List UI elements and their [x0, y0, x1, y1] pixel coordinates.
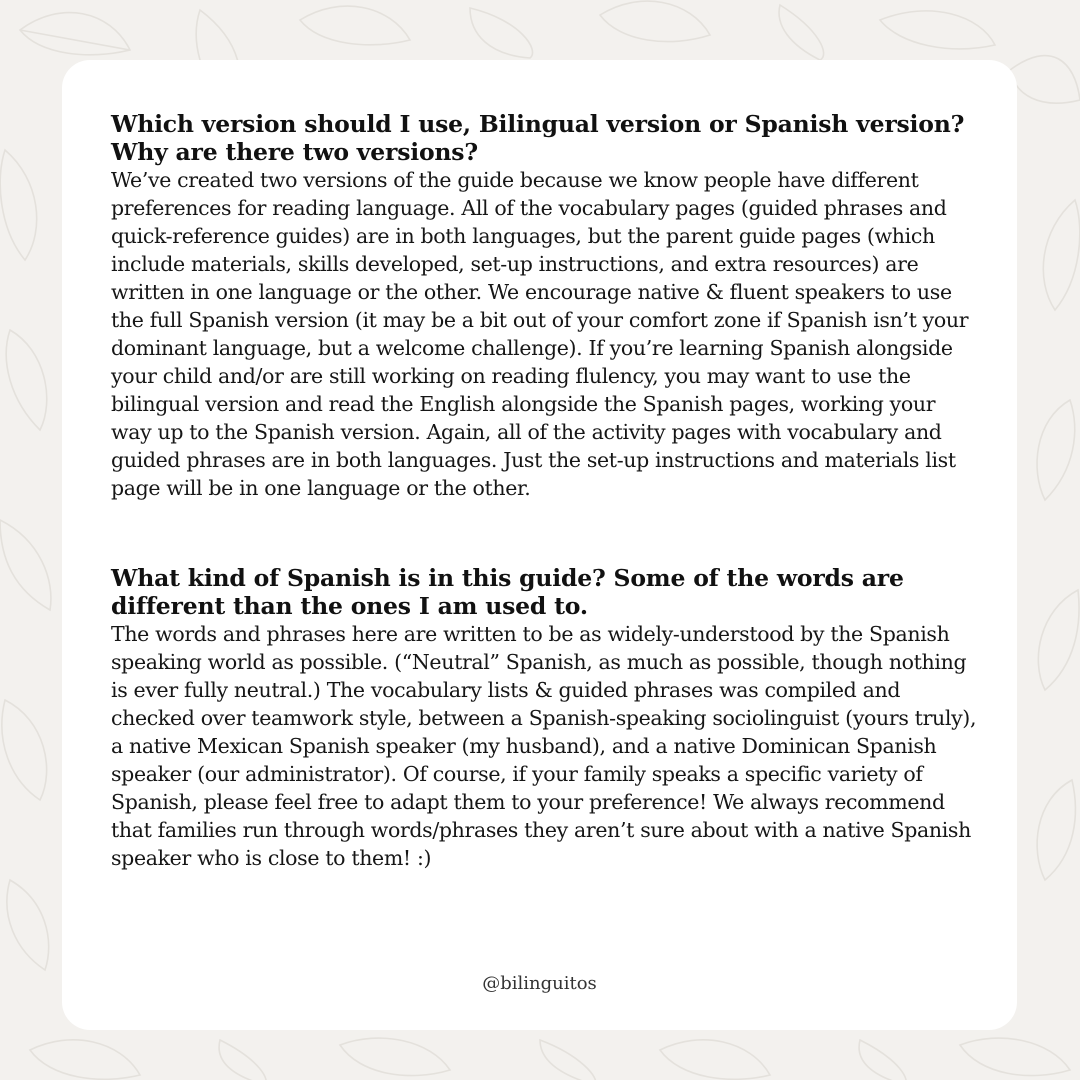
faq-answer: We’ve created two versions of the guide because we know people have different preferences for reading language. All of the vocabulary pages (guided phrases and quick-reference guides) are in both languages, but the parent guide pages (which include materials, skills developed, set-up instructions, and extra resources) are written in one language or the other. We encourage native & fluent speakers to use the full Spanish version (it may be a bit out of your comfort zone if Spanish isn’t your dominant language, but a welcome challenge). If you’re learning Spanish alongside your child and/or are still working on reading flulency, you may want to use the bilingual version and read the English alongside the Spanish pages, working your way up to the Spanish version. Again, all of the activity pages with vocabulary and guided phrases are in both languages. Just the set-up instructions and materials list page will be in one language or the other. — [111, 168, 969, 500]
faq-question: Which version should I use, Bilingual version or Spanish version? Why are there two versions? — [111, 110, 965, 166]
faq-question: What kind of Spanish is in this guide? Some of the words are different than the ones I am used to. — [111, 564, 904, 620]
faq-item-spanish-variety — [111, 564, 981, 872]
content-card — [62, 60, 1017, 1030]
social-handle: @bilinguitos — [482, 973, 597, 994]
faq-item-versions — [111, 110, 981, 502]
faq-answer: The words and phrases here are written to be as widely-understood by the Spanish speaking world as possible. (“Neutral” Spanish, as much as possible, though nothing is ever fully neutral.) The vocabulary lists & guided phrases was compiled and checked over teamwork style, between a Spanish-speaking sociolinguist (yours truly), a native Mexican Spanish speaker (my husband), and a native Dominican Spanish speaker (our administrator). Of course, if your family speaks a specific variety of Spanish, please feel free to adapt them to your preference! We always recommend that families run through words/phrases they aren’t sure about with a native Spanish speaker who is close to them! :) — [111, 622, 977, 870]
